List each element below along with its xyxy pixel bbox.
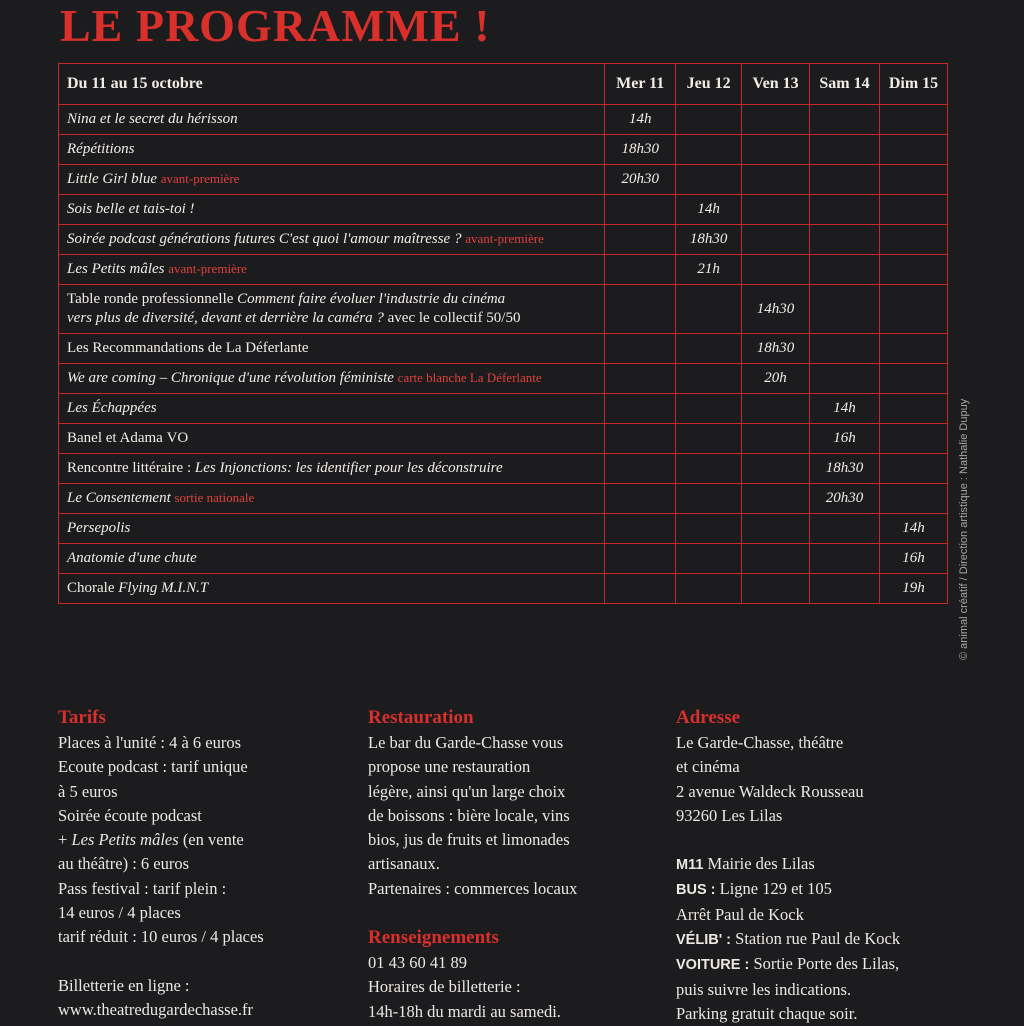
time-cell: 20h30 (810, 484, 880, 514)
day-header: Sam 14 (810, 64, 880, 105)
schedule-row (59, 364, 948, 394)
time-cell (879, 285, 947, 334)
website-link[interactable]: www.theatredugardechasse.fr (58, 999, 254, 1019)
time-cell (810, 574, 880, 604)
time-cell: 14h (676, 195, 742, 225)
event-tag: avant-première (168, 261, 247, 276)
time-cell (605, 394, 676, 424)
voiture-line-2: puis suivre les indications. (676, 979, 852, 999)
event-title: Persepolis (67, 520, 131, 536)
schedule-row (59, 105, 948, 135)
event-subtitle: C'est quoi l'amour maîtresse ? (278, 231, 462, 247)
schedule-row (59, 454, 948, 484)
schedule-row (59, 424, 948, 454)
time-cell (676, 484, 742, 514)
event-title: Soirée podcast générations futures (67, 231, 276, 247)
credit-text: © animal créatif / Direction artistique : Nathalie Dupuy (958, 398, 970, 660)
time-cell (676, 574, 742, 604)
event-cell (59, 285, 605, 334)
schedule-row (59, 255, 948, 285)
time-cell (605, 574, 676, 604)
event-title: Sois belle et tais-toi ! (67, 201, 195, 217)
adresse-line: et cinéma (676, 757, 740, 777)
time-cell (810, 514, 880, 544)
event-cell (59, 574, 605, 604)
voiture-label: VOITURE : (676, 957, 750, 974)
time-cell: 18h30 (676, 225, 742, 255)
event-title: Chorale (67, 580, 115, 596)
time-cell (742, 424, 810, 454)
time-cell (742, 454, 810, 484)
time-cell (605, 334, 676, 364)
restauration-section (368, 705, 577, 1024)
event-cell (59, 105, 605, 135)
voiture-line-3: Parking gratuit chaque soir. (676, 1003, 858, 1023)
event-cell (59, 514, 605, 544)
time-cell (605, 424, 676, 454)
time-cell (676, 394, 742, 424)
time-cell (676, 165, 742, 195)
phone-number: 01 43 60 41 89 (368, 953, 467, 973)
adresse-line: 93260 Les Lilas (676, 805, 783, 825)
time-cell (879, 105, 947, 135)
event-title: Anatomie d'une chute (67, 550, 197, 566)
event-title: Nina et le secret du hérisson (67, 111, 238, 127)
schedule-row (59, 514, 948, 544)
time-cell (605, 364, 676, 394)
time-cell (810, 195, 880, 225)
time-cell (742, 225, 810, 255)
time-cell: 16h (810, 424, 880, 454)
schedule-row (59, 165, 948, 195)
event-cell (59, 225, 605, 255)
metro-label: M11 (676, 857, 704, 874)
schedule-row (59, 574, 948, 604)
time-cell: 16h (879, 544, 947, 574)
event-subtitle: Comment faire évoluer l'industrie du cinéma (237, 291, 506, 307)
velib-line (676, 927, 900, 952)
time-cell (605, 514, 676, 544)
time-cell: 21h (676, 255, 742, 285)
event-title: Les Échappées (67, 400, 157, 416)
event-cell (59, 135, 605, 165)
time-cell (879, 484, 947, 514)
time-cell (810, 105, 880, 135)
time-cell: 19h (879, 574, 947, 604)
time-cell (879, 454, 947, 484)
day-header: Dim 15 (879, 64, 947, 105)
time-cell (605, 225, 676, 255)
adresse-section (676, 705, 900, 1026)
time-cell (879, 165, 947, 195)
event-subtitle: Flying M.I.N.T (118, 580, 209, 596)
restauration-line: bios, jus de fruits et limonades (368, 830, 570, 850)
schedule-header-row (59, 64, 948, 105)
time-cell (605, 285, 676, 334)
time-cell: 14h (879, 514, 947, 544)
time-cell (742, 514, 810, 544)
time-cell (810, 165, 880, 195)
tarifs-line: Pass festival : tarif plein : (58, 878, 227, 898)
billetterie-label: Billetterie en ligne : (58, 975, 190, 995)
time-cell (810, 285, 880, 334)
schedule-row (59, 285, 948, 334)
event-cell (59, 195, 605, 225)
text-plus: + (58, 830, 72, 850)
event-subtitle-2: vers plus de diversité, devant et derrière la caméra ? (67, 310, 384, 326)
event-title: Répétitions (67, 141, 135, 157)
time-cell (676, 285, 742, 334)
velib-label: VÉLIB' : (676, 932, 732, 949)
restauration-line: artisanaux. (368, 854, 440, 874)
tarifs-line: Soirée écoute podcast (58, 805, 202, 825)
event-tag: carte blanche La Déferlante (397, 370, 542, 385)
text-rest: (en vente (178, 830, 244, 850)
time-cell (742, 135, 810, 165)
time-cell (676, 105, 742, 135)
event-tag: avant-première (465, 231, 544, 246)
event-title: Table ronde professionnelle (67, 291, 234, 307)
metro-text: Mairie des Lilas (703, 854, 815, 874)
time-cell (879, 364, 947, 394)
tarifs-section (58, 705, 264, 1022)
schedule-row (59, 195, 948, 225)
schedule-table (58, 63, 948, 604)
time-cell (810, 334, 880, 364)
time-cell: 18h30 (810, 454, 880, 484)
restauration-line: Le bar du Garde-Chasse vous (368, 733, 564, 752)
tarifs-line: à 5 euros (58, 781, 118, 801)
event-cell (59, 544, 605, 574)
event-title: We are coming – Chronique d'une révolution féministe (67, 370, 394, 386)
schedule-row (59, 225, 948, 255)
time-cell: 14h (605, 105, 676, 135)
event-title: Banel et Adama (67, 430, 163, 446)
time-cell (879, 195, 947, 225)
event-cell (59, 165, 605, 195)
event-tag: sortie nationale (174, 490, 255, 505)
time-cell (810, 135, 880, 165)
event-cell (59, 484, 605, 514)
velib-text: Station rue Paul de Kock (731, 929, 901, 949)
day-header: Jeu 12 (676, 64, 742, 105)
time-cell (742, 544, 810, 574)
tarifs-line: Places à l'unité : 4 à 6 euros (58, 733, 242, 752)
event-cell (59, 454, 605, 484)
renseignements-line: Horaires de billetterie : (368, 977, 521, 997)
time-cell (676, 544, 742, 574)
bus-line (676, 877, 900, 902)
tarifs-line: au théâtre) : 6 euros (58, 854, 190, 874)
time-cell (742, 165, 810, 195)
time-cell (605, 454, 676, 484)
time-cell: 20h30 (605, 165, 676, 195)
event-guest: avec le collectif 50/50 (387, 310, 521, 326)
restauration-line: de boissons : bière locale, vins (368, 805, 570, 825)
time-cell (605, 544, 676, 574)
time-cell (879, 424, 947, 454)
time-cell (742, 195, 810, 225)
page-title: LE PROGRAMME ! (60, 0, 491, 51)
time-cell (605, 484, 676, 514)
time-cell (879, 225, 947, 255)
day-header: Mer 11 (605, 64, 676, 105)
tarifs-line (58, 828, 264, 852)
schedule-row (59, 334, 948, 364)
time-cell (742, 394, 810, 424)
schedule-row (59, 135, 948, 165)
event-cell (59, 334, 605, 364)
schedule-row (59, 484, 948, 514)
voiture-line (676, 952, 900, 977)
event-title: Le Consentement (67, 490, 171, 506)
time-cell (810, 544, 880, 574)
time-cell (879, 334, 947, 364)
time-cell: 14h (810, 394, 880, 424)
time-cell (810, 364, 880, 394)
bus-label: BUS : (676, 882, 716, 899)
restauration-heading: Restauration (368, 707, 474, 728)
time-cell (605, 255, 676, 285)
event-cell (59, 394, 605, 424)
time-cell (879, 394, 947, 424)
restauration-line: Partenaires : commerces locaux (368, 878, 578, 898)
time-cell (879, 255, 947, 285)
time-cell: 14h30 (742, 285, 810, 334)
time-cell (676, 135, 742, 165)
time-cell: 18h30 (742, 334, 810, 364)
restauration-line: propose une restauration (368, 757, 531, 777)
event-subtitle: VO (166, 430, 189, 446)
film-title: Les Petits mâles (71, 830, 179, 850)
event-cell (59, 424, 605, 454)
adresse-heading: Adresse (676, 707, 741, 728)
day-header: Ven 13 (742, 64, 810, 105)
event-subtitle: Les Injonctions: les identifier pour les déconstruire (194, 460, 503, 476)
event-title: Les Petits mâles (67, 261, 165, 277)
time-cell (742, 574, 810, 604)
schedule-row (59, 394, 948, 424)
tarifs-line: tarif réduit : 10 euros / 4 places (58, 927, 264, 947)
event-cell (59, 364, 605, 394)
tarifs-line: Ecoute podcast : tarif unique (58, 757, 248, 777)
adresse-line: Le Garde-Chasse, théâtre (676, 733, 844, 752)
time-cell (742, 484, 810, 514)
event-title: Les Recommandations de La Déferlante (67, 340, 309, 356)
time-cell (810, 225, 880, 255)
date-range-heading: Du 11 au 15 octobre (59, 64, 605, 105)
tarifs-heading: Tarifs (58, 707, 106, 728)
schedule-row (59, 544, 948, 574)
time-cell (605, 195, 676, 225)
event-title: Little Girl blue (67, 171, 157, 187)
time-cell (879, 135, 947, 165)
time-cell: 20h (742, 364, 810, 394)
event-title: Rencontre littéraire : (67, 460, 192, 476)
event-tag: avant-première (160, 171, 240, 186)
time-cell: 18h30 (605, 135, 676, 165)
bus-text: Ligne 129 et 105 (715, 879, 832, 899)
voiture-text: Sortie Porte des Lilas, (749, 954, 900, 974)
renseignements-line: 14h-18h du mardi au samedi. (368, 1001, 561, 1021)
restauration-line: légère, ainsi qu'un large choix (368, 781, 566, 801)
time-cell (742, 255, 810, 285)
time-cell (676, 514, 742, 544)
time-cell (676, 364, 742, 394)
event-cell (59, 255, 605, 285)
time-cell (676, 334, 742, 364)
bus-stop: Arrêt Paul de Kock (676, 904, 804, 924)
tarifs-line: 14 euros / 4 places (58, 903, 181, 923)
metro-line (676, 852, 900, 877)
time-cell (676, 454, 742, 484)
time-cell (742, 105, 810, 135)
time-cell (810, 255, 880, 285)
adresse-line: 2 avenue Waldeck Rousseau (676, 781, 864, 801)
renseignements-heading: Renseignements (368, 927, 499, 949)
time-cell (676, 424, 742, 454)
